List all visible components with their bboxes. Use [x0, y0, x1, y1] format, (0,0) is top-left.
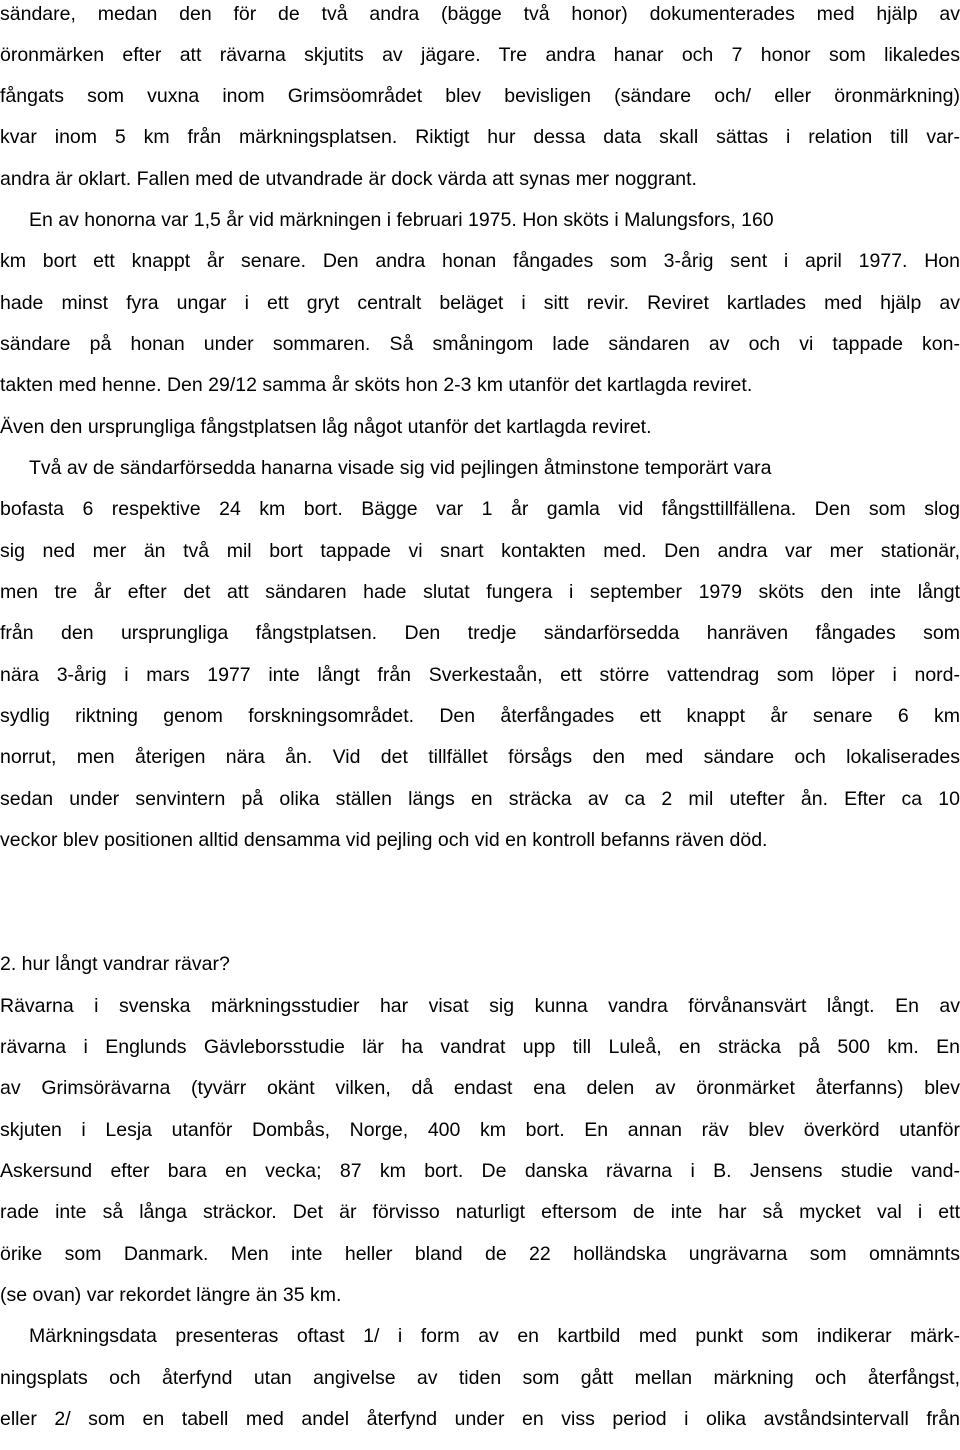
- text-line: rävarna i Englunds Gävleborsstudie lär ha vandrat upp till Luleå, en sträcka på 500 km. En: [0, 1036, 960, 1058]
- text-line: hade minst fyra ungar i ett gryt centralt beläget i sitt revir. Reviret kartlades med hjälp av: [0, 292, 960, 314]
- text-line: sändare, medan den för de två andra (bägge två honor) dokumenterades med hjälp av: [0, 3, 960, 25]
- text-line: sydlig riktning genom forskningsområdet. Den återfångades ett knappt år senare 6 km: [0, 705, 960, 727]
- text-line: Två av de sändarförsedda hanarna visade sig vid pejlingen åtminstone temporärt vara: [29, 457, 772, 479]
- text-line: Rävarna i svenska märkningsstudier har visat sig kunna vandra förvånansvärt långt. En av: [0, 995, 960, 1017]
- section-heading: 2. hur långt vandrar rävar?: [0, 953, 230, 975]
- text-line: Askersund efter bara en vecka; 87 km bort. De danska rävarna i B. Jensens studie vand-: [0, 1160, 960, 1182]
- text-line: Även den ursprungliga fångstplatsen låg något utanför det kartlagda reviret.: [0, 416, 652, 438]
- text-line: norrut, men återigen nära ån. Vid det tillfället försågs den med sändare och lokaliserades: [0, 746, 960, 768]
- text-line: kvar inom 5 km från märkningsplatsen. Riktigt hur dessa data skall sättas i relation till var-: [0, 126, 960, 148]
- text-line: sedan under senvintern på olika ställen längs en sträcka av ca 2 mil utefter ån. Efter ca 10: [0, 788, 960, 810]
- text-line: skjuten i Lesja utanför Dombås, Norge, 400 km bort. En annan räv blev överkörd utanför: [0, 1119, 960, 1141]
- text-line: andra är oklart. Fallen med de utvandrade är dock värda att synas mer noggrant.: [0, 168, 697, 190]
- text-line: från den ursprungliga fångstplatsen. Den tredje sändarförsedda hanräven fångades som: [0, 622, 960, 644]
- text-line: öronmärken efter att rävarna skjutits av jägare. Tre andra hanar och 7 honor som likaledes: [0, 44, 960, 66]
- text-line: km bort ett knappt år senare. Den andra honan fångades som 3-årig sent i april 1977. Hon: [0, 250, 960, 272]
- text-line: (se ovan) var rekordet längre än 35 km.: [0, 1284, 342, 1306]
- text-line: rade inte så långa sträckor. Det är förvisso naturligt eftersom de inte har så mycket val i ett: [0, 1201, 960, 1223]
- text-line: men tre år efter det att sändaren hade slutat fungera i september 1979 sköts den inte långt: [0, 581, 960, 603]
- text-line: örike som Danmark. Men inte heller bland de 22 holländska ungrävarna som omnämnts: [0, 1243, 960, 1265]
- text-line: Märkningsdata presenteras oftast 1/ i form av en kartbild med punkt som indikerar märk-: [29, 1325, 960, 1347]
- text-line: En av honorna var 1,5 år vid märkningen i februari 1975. Hon sköts i Malungsfors, 160: [29, 209, 774, 231]
- text-line: sändare på honan under sommaren. Så småningom lade sändaren av och vi tappade kon-: [0, 333, 960, 355]
- text-line: ningsplats och återfynd utan angivelse av tiden som gått mellan märkning och återfångst,: [0, 1367, 960, 1389]
- text-line: av Grimsörävarna (tyvärr okänt vilken, då endast ena delen av öronmärket återfanns) blev: [0, 1077, 960, 1099]
- text-line: veckor blev positionen alltid densamma vid pejling och vid en kontroll befanns räven död.: [0, 829, 768, 851]
- text-line: sig ned mer än två mil bort tappade vi snart kontakten med. Den andra var mer stationär,: [0, 540, 960, 562]
- text-line: eller 2/ som en tabell med andel återfynd under en viss period i olika avståndsintervall från: [0, 1408, 960, 1430]
- text-line: bofasta 6 respektive 24 km bort. Bägge var 1 år gamla vid fångsttillfällena. Den som slog: [0, 498, 960, 520]
- text-line: nära 3-årig i mars 1977 inte långt från Sverkestaån, ett större vattendrag som löper i nord-: [0, 664, 960, 686]
- text-line: takten med henne. Den 29/12 samma år sköts hon 2-3 km utanför det kartlagda reviret.: [0, 374, 753, 396]
- text-line: fångats som vuxna inom Grimsöområdet blev bevisligen (sändare och/ eller öronmärkning): [0, 85, 960, 107]
